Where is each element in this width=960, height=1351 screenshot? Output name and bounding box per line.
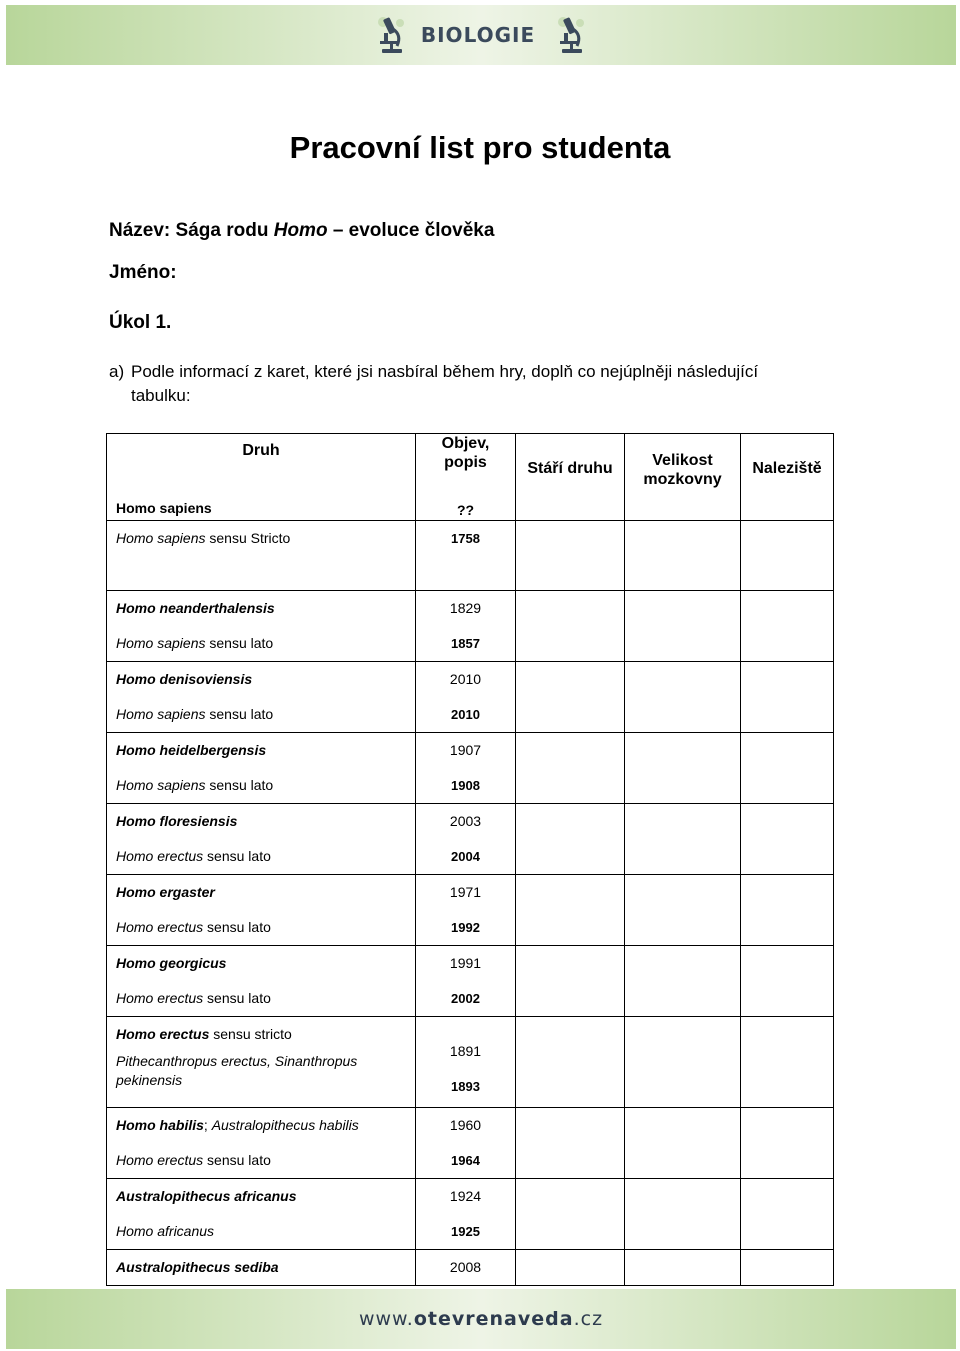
age-cell[interactable] <box>516 521 625 591</box>
species-cell[interactable]: Homo erectus sensu stricto Pithecanthropus erectus, Sinanthropus pekinensis <box>107 1017 416 1108</box>
task-label: Úkol 1. <box>109 312 172 333</box>
discovery-cell[interactable]: 2008 <box>416 1250 516 1286</box>
age-cell[interactable] <box>516 733 625 804</box>
header-homo-sapiens: Homo sapiens <box>116 500 212 516</box>
species-cell[interactable]: Homo habilis; Australopithecus habilis Homo erectus sensu lato <box>107 1108 416 1179</box>
site-cell[interactable] <box>741 875 834 946</box>
brand <box>6 5 956 65</box>
header-druh: Druh Homo sapiens <box>107 434 416 521</box>
microscope-icon <box>555 15 587 55</box>
instruction-letter: a) <box>109 362 125 381</box>
species-cell[interactable]: Homo floresiensis Homo erectus sensu lato <box>107 804 416 875</box>
age-cell[interactable] <box>516 591 625 662</box>
header-objev: Objev, popis ?? <box>416 434 516 521</box>
table-row <box>107 521 834 591</box>
discovery-cell[interactable]: 2003 2004 <box>416 804 516 875</box>
site-cell[interactable] <box>741 1250 834 1286</box>
discovery-cell[interactable]: 1991 2002 <box>416 946 516 1017</box>
table-row <box>107 804 834 875</box>
header-naleziste: Naleziště <box>741 434 834 521</box>
site-cell[interactable] <box>741 946 834 1017</box>
instruction <box>109 360 831 408</box>
brain-size-cell[interactable] <box>625 804 741 875</box>
brain-size-cell[interactable] <box>625 1108 741 1179</box>
table-row <box>107 946 834 1017</box>
age-cell[interactable] <box>516 662 625 733</box>
site-cell[interactable] <box>741 591 834 662</box>
brain-size-cell[interactable] <box>625 591 741 662</box>
age-cell[interactable] <box>516 1179 625 1250</box>
table-row <box>107 1108 834 1179</box>
site-cell[interactable] <box>741 662 834 733</box>
species-cell[interactable]: Homo heidelbergensis Homo sapiens sensu lato <box>107 733 416 804</box>
brain-size-cell[interactable] <box>625 662 741 733</box>
species-table <box>106 433 834 1286</box>
age-cell[interactable] <box>516 804 625 875</box>
table-row <box>107 875 834 946</box>
footer-band <box>6 1289 956 1349</box>
header-question-marks: ?? <box>456 502 475 518</box>
species-cell[interactable]: Homo georgicus Homo erectus sensu lato <box>107 946 416 1017</box>
table-row <box>107 1250 834 1286</box>
age-cell[interactable] <box>516 1017 625 1108</box>
discovery-cell[interactable]: 1960 1964 <box>416 1108 516 1179</box>
table-row <box>107 1179 834 1250</box>
microscope-icon <box>375 15 407 55</box>
page-title: Pracovní list pro studenta <box>289 130 671 165</box>
header-velikost: Velikost mozkovny <box>625 434 741 521</box>
table-header-row <box>107 434 834 521</box>
footer-website[interactable]: www. otevrenaveda .cz <box>358 1308 604 1330</box>
brain-size-cell[interactable] <box>625 1250 741 1286</box>
age-cell[interactable] <box>516 946 625 1017</box>
discovery-cell[interactable]: 1891 1893 <box>416 1017 516 1108</box>
age-cell[interactable] <box>516 1108 625 1179</box>
age-cell[interactable] <box>516 1250 625 1286</box>
worksheet-name: Název: Sága rodu Homo – evoluce člověka <box>109 220 495 241</box>
header-stari: Stáří druhu <box>516 434 625 521</box>
site-cell[interactable] <box>741 1017 834 1108</box>
site-cell[interactable] <box>741 1108 834 1179</box>
site-cell[interactable] <box>741 521 834 591</box>
table-row <box>107 662 834 733</box>
table-row <box>107 591 834 662</box>
brain-size-cell[interactable] <box>625 733 741 804</box>
species-cell[interactable]: Homo denisoviensis Homo sapiens sensu lato <box>107 662 416 733</box>
instruction-text-cont: tabulku: <box>131 386 191 405</box>
species-cell[interactable]: Australopithecus africanus Homo africanus <box>107 1179 416 1250</box>
species-cell[interactable]: Homo sapiens sensu Stricto <box>107 521 416 591</box>
age-cell[interactable] <box>516 875 625 946</box>
instruction-text: Podle informací z karet, které jsi nasbíral během hry, doplň co nejúplněji následující <box>131 362 759 381</box>
species-cell[interactable]: Homo ergaster Homo erectus sensu lato <box>107 875 416 946</box>
discovery-cell[interactable]: 1758 <box>416 521 516 591</box>
brain-size-cell[interactable] <box>625 946 741 1017</box>
brand-title: BIOLOGIE <box>420 23 536 47</box>
site-cell[interactable] <box>741 1179 834 1250</box>
species-cell[interactable]: Australopithecus sediba <box>107 1250 416 1286</box>
table-row <box>107 1017 834 1108</box>
table-row <box>107 733 834 804</box>
header-band <box>6 5 956 65</box>
discovery-cell[interactable]: 2010 2010 <box>416 662 516 733</box>
site-cell[interactable] <box>741 804 834 875</box>
species-cell[interactable]: Homo neanderthalensis Homo sapiens sensu lato <box>107 591 416 662</box>
brain-size-cell[interactable] <box>625 875 741 946</box>
brain-size-cell[interactable] <box>625 1017 741 1108</box>
discovery-cell[interactable]: 1971 1992 <box>416 875 516 946</box>
discovery-cell[interactable]: 1829 1857 <box>416 591 516 662</box>
brain-size-cell[interactable] <box>625 521 741 591</box>
brain-size-cell[interactable] <box>625 1179 741 1250</box>
discovery-cell[interactable]: 1924 1925 <box>416 1179 516 1250</box>
student-name-label: Jméno: <box>109 262 177 283</box>
discovery-cell[interactable]: 1907 1908 <box>416 733 516 804</box>
site-cell[interactable] <box>741 733 834 804</box>
